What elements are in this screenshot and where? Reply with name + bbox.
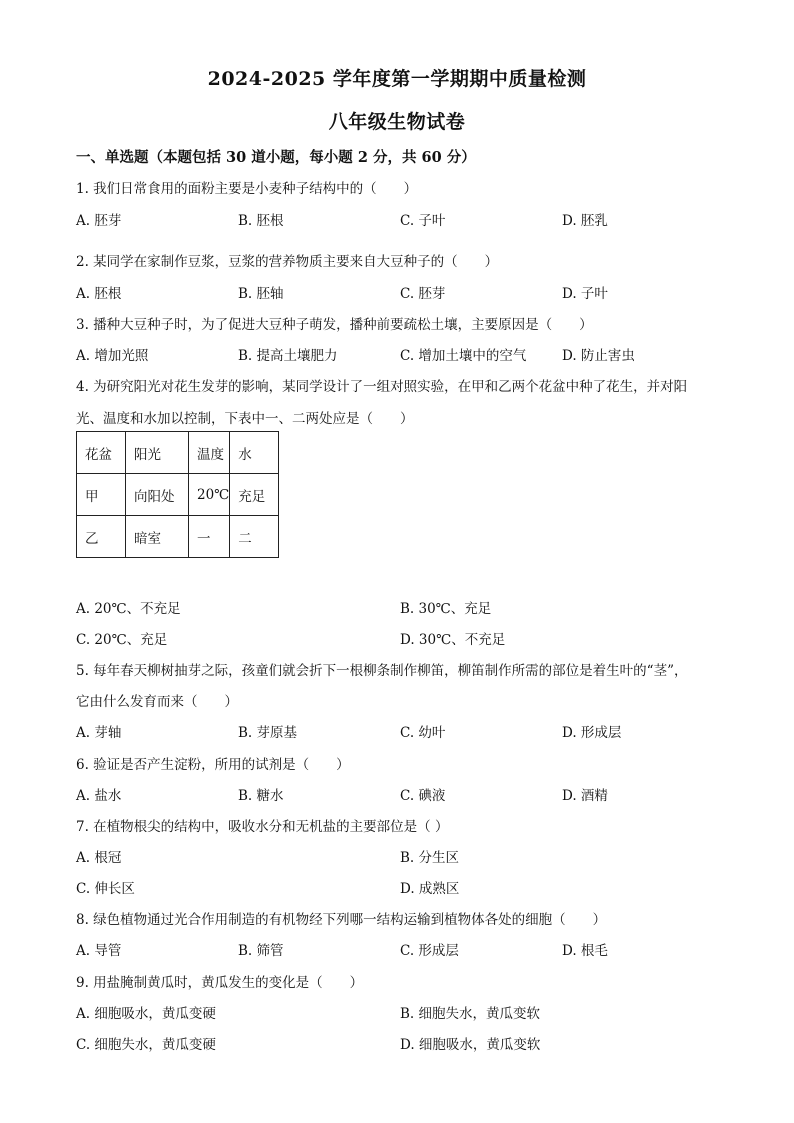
question-7-option-b[interactable]: B. 分生区 bbox=[400, 850, 460, 866]
question-5-stem-line-1: 5. 每年春天柳树抽芽之际，孩童们就会折下一根柳条制作柳笛，柳笛制作所需的部位是着生叶的“茎”， bbox=[76, 663, 688, 679]
question-5-stem-line-2: 它由什么发育而来（ ） bbox=[76, 694, 238, 710]
question-4-stem-line-1: 4. 为研究阳光对花生发芽的影响，某同学设计了一组对照实验，在甲和乙两个花盆中种了花生，并对阳 bbox=[76, 379, 688, 395]
question-5-option-b[interactable]: B. 芽原基 bbox=[238, 725, 298, 741]
question-3-option-b[interactable]: B. 提高土壤肥力 bbox=[238, 348, 338, 364]
table-header-cell: 阳光 bbox=[126, 432, 189, 474]
question-3-option-a[interactable]: A. 增加光照 bbox=[76, 348, 149, 364]
table-header-cell: 花盆 bbox=[77, 432, 126, 474]
table-header-cell: 水 bbox=[230, 432, 279, 474]
question-9-option-b[interactable]: B. 细胞失水，黄瓜变软 bbox=[400, 1006, 541, 1022]
table-cell: 一 bbox=[189, 516, 230, 558]
question-5-option-a[interactable]: A. 芽轴 bbox=[76, 725, 122, 741]
question-7-option-c[interactable]: C. 伸长区 bbox=[76, 881, 135, 897]
question-1-stem: 1. 我们日常食用的面粉主要是小麦种子结构中的（ ） bbox=[76, 181, 418, 197]
question-1-option-b[interactable]: B. 胚根 bbox=[238, 213, 284, 229]
experiment-table bbox=[76, 431, 279, 558]
question-1-option-c[interactable]: C. 子叶 bbox=[400, 213, 446, 229]
question-9-stem: 9. 用盐腌制黄瓜时，黄瓜发生的变化是（ ） bbox=[76, 975, 364, 991]
question-3-option-c[interactable]: C. 增加土壤中的空气 bbox=[400, 348, 527, 364]
question-2-option-b[interactable]: B. 胚轴 bbox=[238, 286, 284, 302]
question-2-option-a[interactable]: A. 胚根 bbox=[76, 286, 122, 302]
table-header-cell: 温度 bbox=[189, 432, 230, 474]
question-1-option-a[interactable]: A. 胚芽 bbox=[76, 213, 122, 229]
question-6-option-c[interactable]: C. 碘液 bbox=[400, 788, 446, 804]
table-cell: 二 bbox=[230, 516, 279, 558]
question-8-option-b[interactable]: B. 筛管 bbox=[238, 943, 284, 959]
question-4-option-d[interactable]: D. 30℃、不充足 bbox=[400, 632, 506, 648]
table-cell: 乙 bbox=[77, 516, 126, 558]
question-2-option-d[interactable]: D. 子叶 bbox=[562, 286, 608, 302]
question-4-option-c[interactable]: C. 20℃、充足 bbox=[76, 632, 168, 648]
question-5-option-d[interactable]: D. 形成层 bbox=[562, 725, 622, 741]
question-7-option-a[interactable]: A. 根冠 bbox=[76, 850, 122, 866]
question-9-option-d[interactable]: D. 细胞吸水，黄瓜变软 bbox=[400, 1037, 541, 1053]
exam-title: 2024-2025 学年度第一学期期中质量检测 bbox=[207, 68, 587, 90]
question-3-option-d[interactable]: D. 防止害虫 bbox=[562, 348, 635, 364]
table-cell: 向阳处 bbox=[126, 474, 189, 516]
question-2-option-c[interactable]: C. 胚芽 bbox=[400, 286, 446, 302]
table-cell: 充足 bbox=[230, 474, 279, 516]
question-4-option-a[interactable]: A. 20℃、不充足 bbox=[76, 601, 181, 617]
question-9-option-a[interactable]: A. 细胞吸水，黄瓜变硬 bbox=[76, 1006, 216, 1022]
question-1-option-d[interactable]: D. 胚乳 bbox=[562, 213, 608, 229]
question-6-option-d[interactable]: D. 酒精 bbox=[562, 788, 608, 804]
table-cell: 暗室 bbox=[126, 516, 189, 558]
section-heading: 一、单选题（本题包括 30 道小题，每小题 2 分，共 60 分） bbox=[76, 149, 476, 166]
question-9-option-c[interactable]: C. 细胞失水，黄瓜变硬 bbox=[76, 1037, 216, 1053]
table-cell: 甲 bbox=[77, 474, 126, 516]
question-5-option-c[interactable]: C. 幼叶 bbox=[400, 725, 446, 741]
table-header-row bbox=[77, 432, 279, 474]
table-row bbox=[77, 516, 279, 558]
question-8-option-c[interactable]: C. 形成层 bbox=[400, 943, 459, 959]
question-8-option-a[interactable]: A. 导管 bbox=[76, 943, 122, 959]
question-6-option-b[interactable]: B. 糖水 bbox=[238, 788, 284, 804]
question-8-stem: 8. 绿色植物通过光合作用制造的有机物经下列哪一结构运输到植物体各处的细胞（ ） bbox=[76, 912, 607, 928]
question-4-option-b[interactable]: B. 30℃、充足 bbox=[400, 601, 492, 617]
question-2-stem: 2. 某同学在家制作豆浆，豆浆的营养物质主要来自大豆种子的（ ） bbox=[76, 254, 499, 270]
question-6-stem: 6. 验证是否产生淀粉，所用的试剂是（ ） bbox=[76, 757, 350, 773]
question-7-stem: 7. 在植物根尖的结构中，吸收水分和无机盐的主要部位是（ ） bbox=[76, 819, 449, 835]
table-row bbox=[77, 474, 279, 516]
question-6-option-a[interactable]: A. 盐水 bbox=[76, 788, 122, 804]
question-3-stem: 3. 播种大豆种子时，为了促进大豆种子萌发，播种前要疏松土壤，主要原因是（ ） bbox=[76, 317, 593, 333]
exam-subtitle: 八年级生物试卷 bbox=[328, 111, 466, 133]
question-7-option-d[interactable]: D. 成熟区 bbox=[400, 881, 460, 897]
question-8-option-d[interactable]: D. 根毛 bbox=[562, 943, 608, 959]
question-4-stem-line-2: 光、温度和水加以控制，下表中一、二两处应是（ ） bbox=[76, 411, 414, 427]
table-cell: 20℃ bbox=[189, 474, 230, 516]
